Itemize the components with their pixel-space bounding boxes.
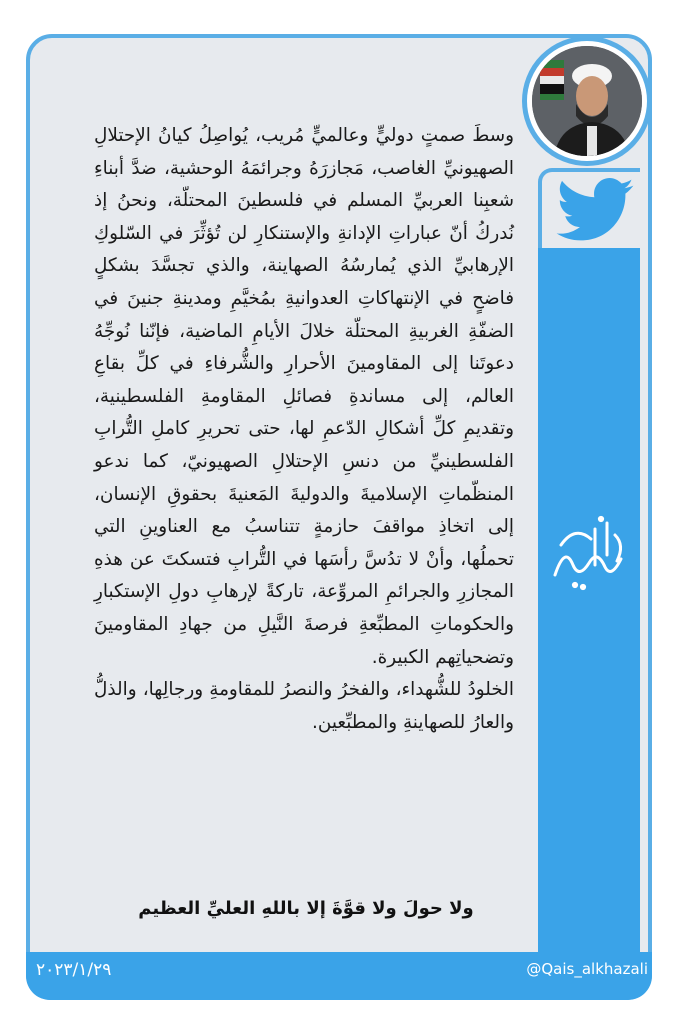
avatar-photo [532, 46, 642, 156]
closing-line: ولا حولَ ولا قوَّةَ إلا باللهِ العليِّ العظيم [138, 898, 474, 919]
signature-calligraphy [545, 505, 631, 595]
avatar [522, 36, 652, 166]
post-body [94, 120, 514, 739]
person-photo-icon [532, 46, 642, 156]
twitter-handle[interactable]: @Qais_alkhazali [526, 960, 648, 978]
paragraph-glory: الخلودُ للشُّهداء، والفخرُ والنصرُ للمقاومةِ ورجالِها، والذلُّ والعارُ للصهاينةِ والمطبِّعين. [94, 679, 514, 733]
twitter-icon [556, 178, 634, 242]
paragraph-main: وسطَ صمتٍ دوليٍّ وعالميٍّ مُريب، يُواصِلُ كيانُ الإحتلالِ الصهيونيِّ الغاصب، مَجازرَهُ وجرائمَهُ الوحشية، ضدَّ أبناءِ شعبِنا العربيِّ المسلم في فلسطينَ المحتلّة، ونحنُ إذ نُدركُ أنّ عباراتِ الإدانةِ والإستنكارِ لن تُؤثِّرَ في السّلوكِ الإرهابيِّ الذي يُمارسُهُ الصهاينة، والذي تجسَّدَ بشكلٍ فاضحٍ في الإنتهاكاتِ العدوانيةِ بمُخيَّمِ ومدينةِ جنينَ في الضفّةِ الغربيةِ المحتلّة خلالَ الأيامِ الماضية، فإنّنا نُوجِّهُ دعوتَنا إلى المقاومينَ الأحرارِ والشُّرفاءِ في كلِّ بقاعِ العالم، إلى مساندةِ فصائلِ المقاومةِ الفلسطينية، وتقديمِ كلِّ أشكالِ الدّعمِ لها، حتى تحريرِ كاملِ التُّرابِ الفلسطينيِّ من دنسِ الإحتلالِ الصهيونيّ، كما ندعو المنظّماتِ الإسلاميةَ والدوليةَ المَعنيةَ بحقوقِ الإنسان، إلى اتخاذِ مواقفَ حازمةٍ تتناسبُ مع العناوينِ التي تحملُها، وأنْ لا تدُسَّ رأسَها في التُّرابِ فتسكتَ عن هذهِ المجازرِ والجرائمِ المروِّعة، تاركةً لإرهابِ دولِ الإستكبارِ والحكوماتِ المطبِّعةِ فرصةَ النَّيلِ من جهادِ المقاومينَ وتضحياتِهم الكبيرة. [94, 125, 514, 668]
blue-band [538, 248, 640, 952]
post-date: ٢٠٢٣/١/٢٩ [36, 960, 112, 980]
